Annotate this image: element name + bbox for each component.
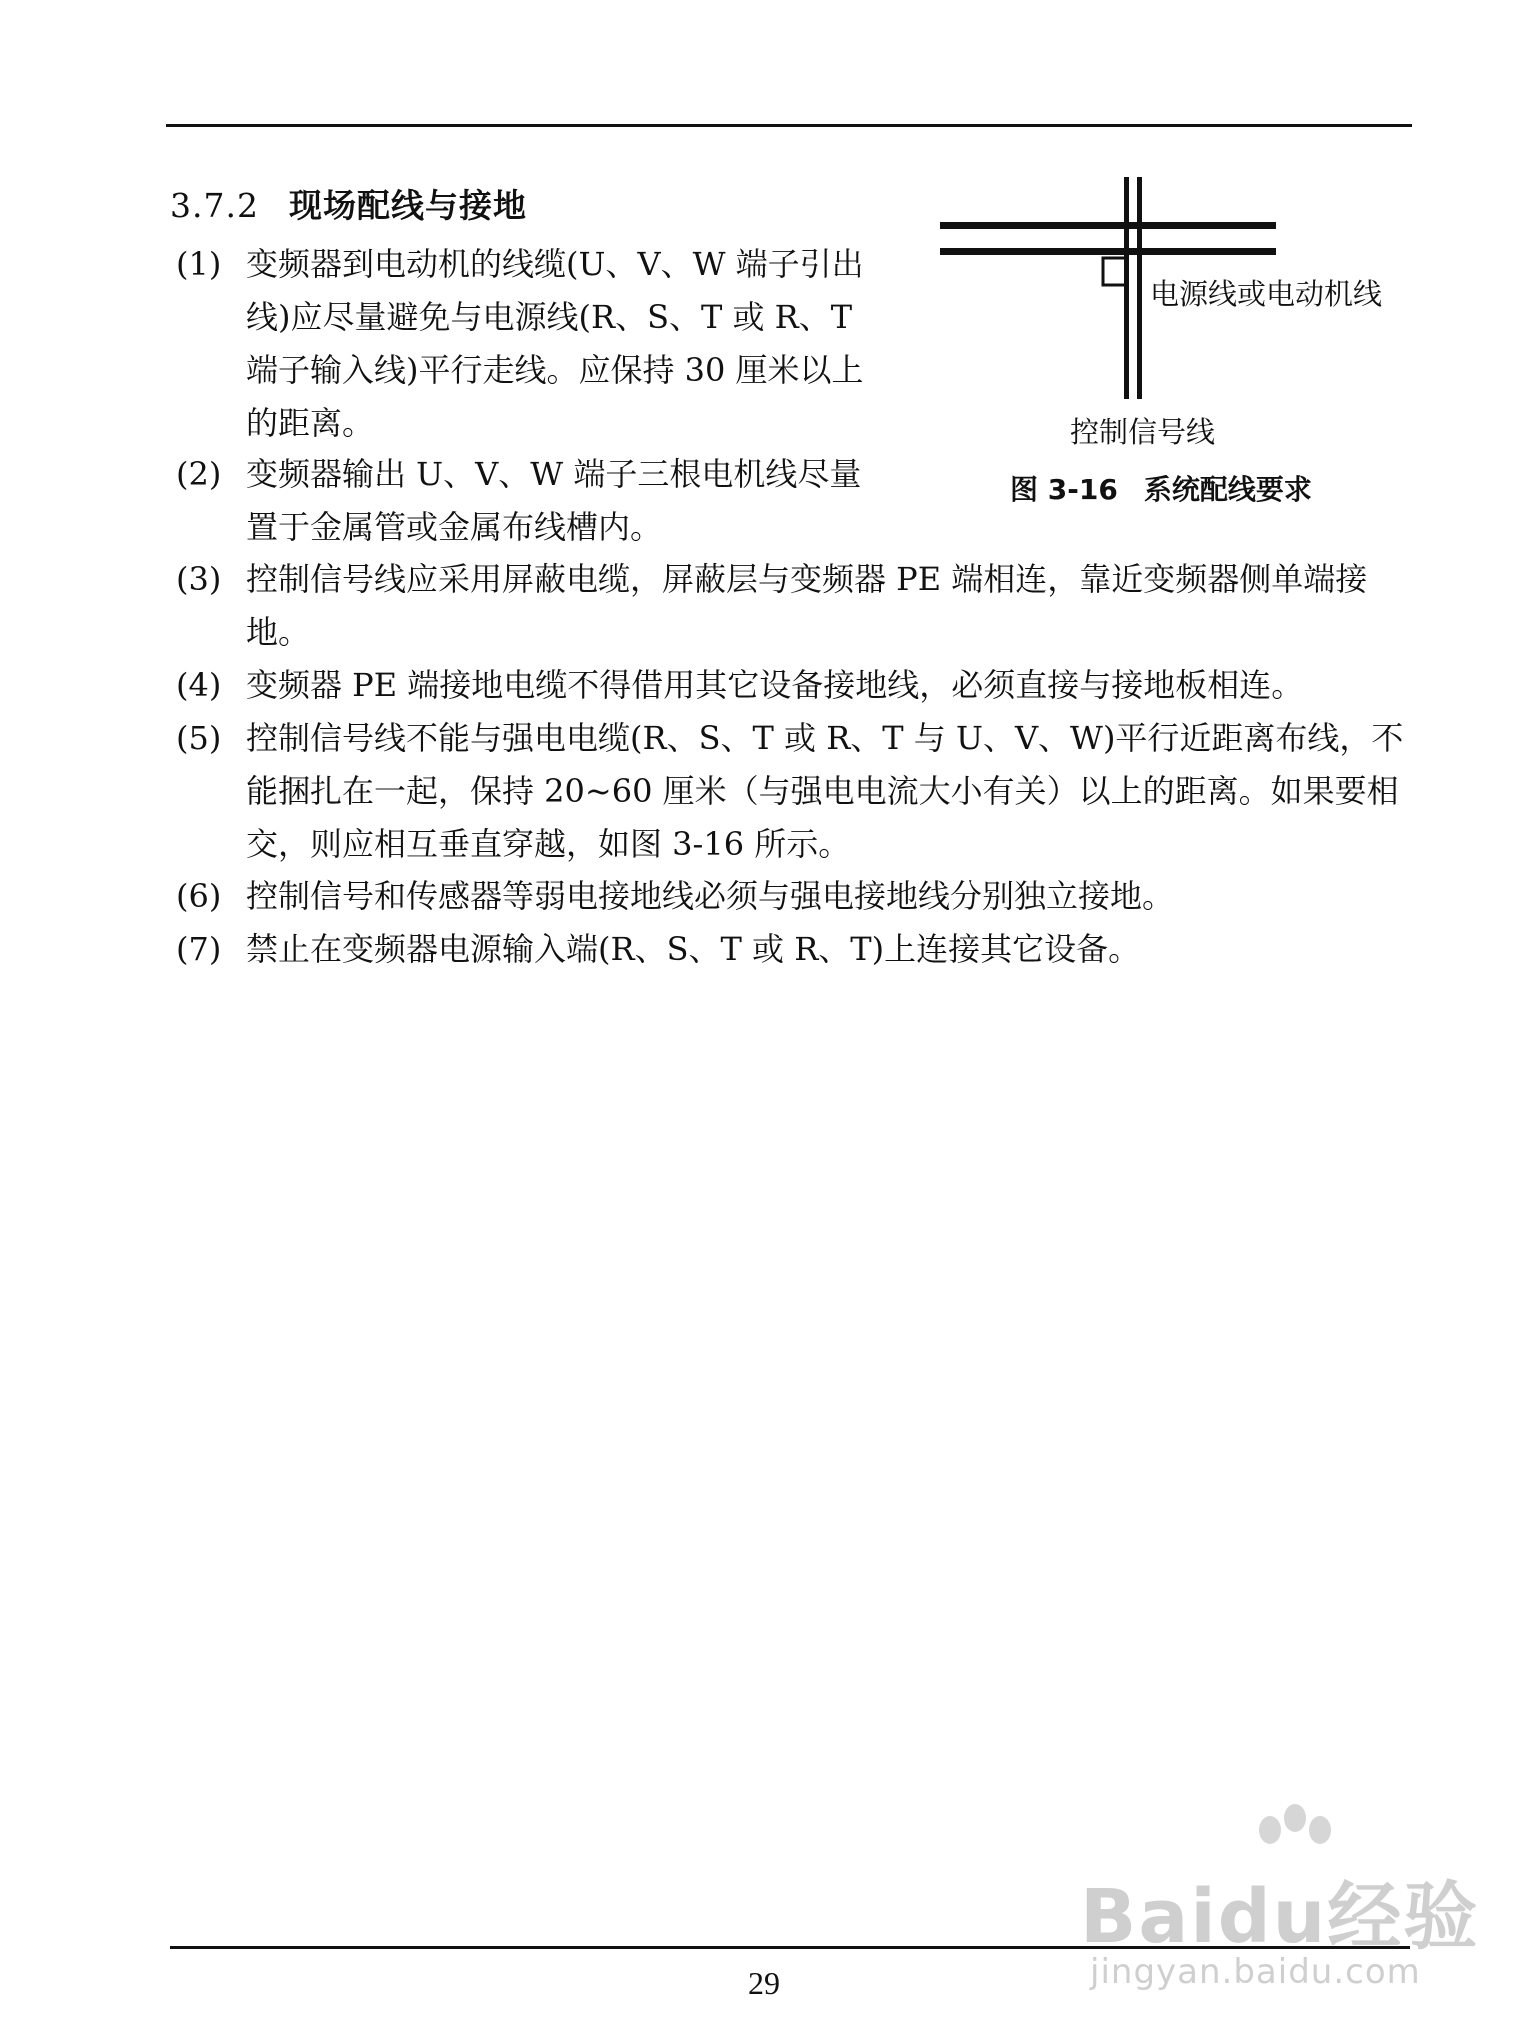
list-item	[176, 870, 1416, 923]
page-number: 29	[748, 1965, 780, 2001]
list-marker: (4)	[176, 666, 222, 704]
list-item	[176, 448, 886, 554]
list-marker: (1)	[176, 245, 222, 283]
figure-caption	[1010, 468, 1312, 508]
list-item	[176, 712, 1416, 871]
list-item-text: 控制信号和传感器等弱电接地线必须与强电接地线分别独立接地。	[246, 877, 1175, 915]
figure-title: 系统配线要求	[1143, 473, 1312, 506]
figure-number: 图 3-16	[1010, 473, 1118, 506]
wiring-figure	[940, 170, 1420, 510]
list-item	[176, 659, 1416, 712]
section-heading	[170, 180, 527, 227]
signal-line-left	[1124, 177, 1129, 399]
wiring-diagram	[940, 170, 1420, 510]
header-rule	[166, 124, 1412, 127]
watermark-logo: Baidu经验	[1080, 1874, 1480, 1960]
list-marker: (5)	[176, 719, 222, 757]
watermark	[1060, 1800, 1480, 2000]
list-item	[176, 238, 886, 450]
list-marker: (3)	[176, 560, 222, 598]
section-number: 3.7.2	[170, 186, 259, 225]
list-marker: (2)	[176, 455, 222, 493]
signal-line-label: 控制信号线	[1070, 415, 1216, 449]
list-item-text: 控制信号线不能与强电电缆(R、S、T 或 R、T 与 U、V、W)平行近距离布线，不能捆扎在一起，保持 20~60 厘米（与强电电流大小有关）以上的距离。如果要相交，则应相互垂直穿越，如图 3-16 所示。	[246, 719, 1404, 863]
list-marker: (7)	[176, 930, 222, 968]
list-item-text: 禁止在变频器电源输入端(R、S、T 或 R、T)上连接其它设备。	[246, 930, 1141, 968]
signal-line-right	[1137, 177, 1142, 399]
section-title: 现场配线与接地	[288, 186, 527, 225]
power-line-upper	[940, 222, 1276, 229]
power-line-lower	[940, 248, 1276, 255]
list-item-text: 变频器输出 U、V、W 端子三根电机线尽量置于金属管或金属布线槽内。	[246, 455, 862, 546]
power-line-label: 电源线或电动机线	[1150, 277, 1383, 311]
list-item-text: 变频器 PE 端接地电缆不得借用其它设备接地线，必须直接与接地板相连。	[246, 666, 1304, 704]
list-item	[176, 923, 1416, 976]
list-item	[176, 553, 1416, 659]
list-item-text: 变频器到电动机的线缆(U、V、W 端子引出线)应尽量避免与电源线(R、S、T 或 R、T 端子输入线)平行走线。应保持 30 厘米以上的距离。	[246, 245, 864, 442]
list-marker: (6)	[176, 877, 222, 915]
list-item-text: 控制信号线应采用屏蔽电缆，屏蔽层与变频器 PE 端相连，靠近变频器侧单端接地。	[246, 560, 1368, 651]
right-angle-marker	[1103, 258, 1126, 285]
watermark-url: jingyan.baidu.com	[1090, 1952, 1421, 1992]
